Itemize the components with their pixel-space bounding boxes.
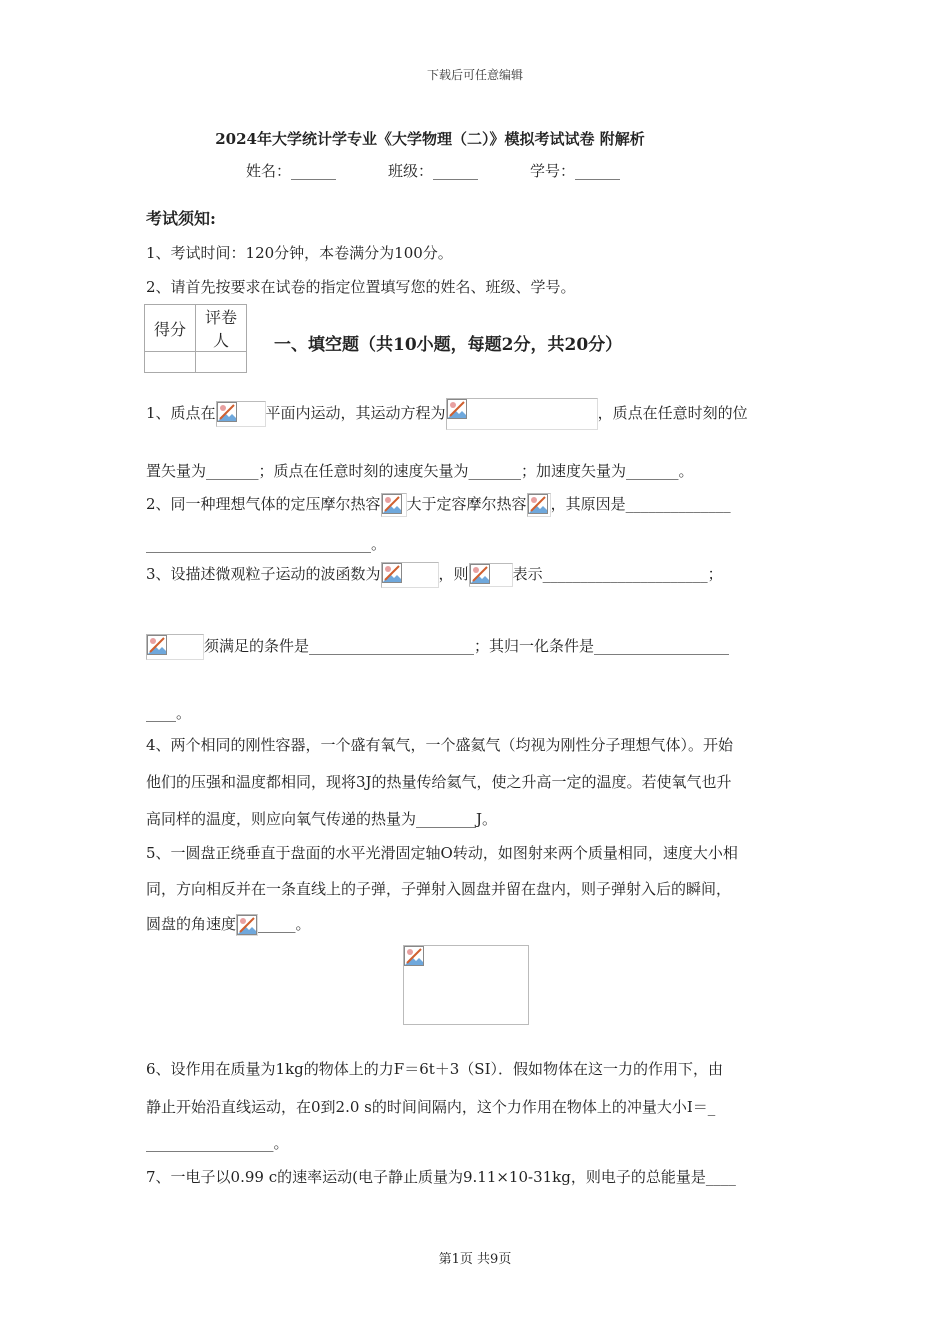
broken-image-icon — [216, 401, 266, 427]
score-label: 得分 — [145, 305, 196, 352]
question-6-line-1: 6、设作用在质量为1kg的物体上的力F＝6t＋3（SI）．假如物体在这一力的作用下，由 — [146, 1060, 724, 1078]
name-field: 姓名：______ — [246, 162, 337, 180]
question-3-line-3: ____。 — [146, 704, 192, 722]
student-id-field: 学号：______ — [530, 162, 621, 180]
question-4-line-2: 他们的压强和温度都相同，现将3J的热量传给氦气，使之升高一定的温度。若使氧气也升 — [146, 773, 732, 791]
question-5-line-1: 5、一圆盘正绕垂直于盘面的水平光滑固定轴O转动，如图射来两个质量相同，速度大小相 — [146, 844, 738, 862]
notice-item: 2、请首先按要求在试卷的指定位置填写您的姓名、班级、学号。 — [146, 278, 576, 296]
question-2-line-1: 2、同一种理想气体的定压摩尔热容 大于定容摩尔热容 ，其原因是______________ — [146, 493, 731, 517]
question-3-line-1: 3、设描述微观粒子运动的波函数为 ，则 表示______________________； — [146, 562, 723, 588]
question-7-line-1: 7、一电子以0.99 c的速率运动(电子静止质量为9.11×10-31kg，则电子的总能量是____ — [146, 1168, 736, 1186]
question-1-line-1: 1、质点在 平面内运动，其运动方程为 ，质点在任意时刻的位 — [146, 398, 748, 430]
broken-image-icon — [236, 914, 258, 936]
page-number: 第1页 共9页 — [438, 1252, 512, 1267]
question-3-line-2: 须满足的条件是______________________；其归一化条件是__________________ — [146, 634, 729, 660]
notice-item: 1、考试时间：120分钟，本卷满分为100分。 — [146, 244, 453, 262]
question-4-line-1: 4、两个相同的刚性容器，一个盛有氧气，一个盛氦气（均视为刚性分子理想气体）。开始 — [146, 736, 734, 754]
question-2-line-2: ______________________________。 — [146, 535, 387, 553]
broken-image-icon — [527, 493, 551, 517]
question-4-line-3: 高同样的温度，则应向氧气传递的热量为________J。 — [146, 810, 498, 828]
broken-image-icon — [446, 398, 598, 430]
question-6-line-3: _________________。 — [146, 1134, 289, 1152]
score-cell — [145, 352, 196, 373]
grader-cell — [196, 352, 247, 373]
broken-image-icon — [381, 493, 407, 517]
broken-image-icon — [469, 563, 513, 587]
broken-image-icon — [381, 562, 439, 588]
broken-image-icon — [404, 946, 424, 966]
question-6-line-2: 静止开始沿直线运动，在0到2.0 s的时间间隔内，这个力作用在物体上的冲量大小I＝_ — [146, 1098, 716, 1116]
question-5-line-2: 同，方向相反并在一条直线上的子弹，子弹射入圆盘并留在盘内，则子弹射入后的瞬间， — [146, 880, 732, 898]
broken-image-icon — [146, 634, 204, 660]
notice-heading: 考试须知: — [146, 209, 216, 228]
question-1-line-2: 置矢量为_______；质点在任意时刻的速度矢量为_______；加速度矢量为_______。 — [146, 462, 694, 480]
score-table — [144, 304, 247, 373]
question-5-line-3: 圆盘的角速度 _____。 — [146, 913, 311, 936]
header-note: 下载后可任意编辑 — [426, 68, 523, 82]
grader-label: 评卷人 — [196, 305, 247, 352]
disk-figure-placeholder — [403, 945, 529, 1025]
class-field: 班级：______ — [388, 162, 479, 180]
section-heading: 一、填空题（共10小题，每题2分，共20分） — [274, 335, 623, 355]
page-title: 2024年大学统计学专业《大学物理（二）》模拟考试试卷 附解析 — [215, 130, 645, 148]
